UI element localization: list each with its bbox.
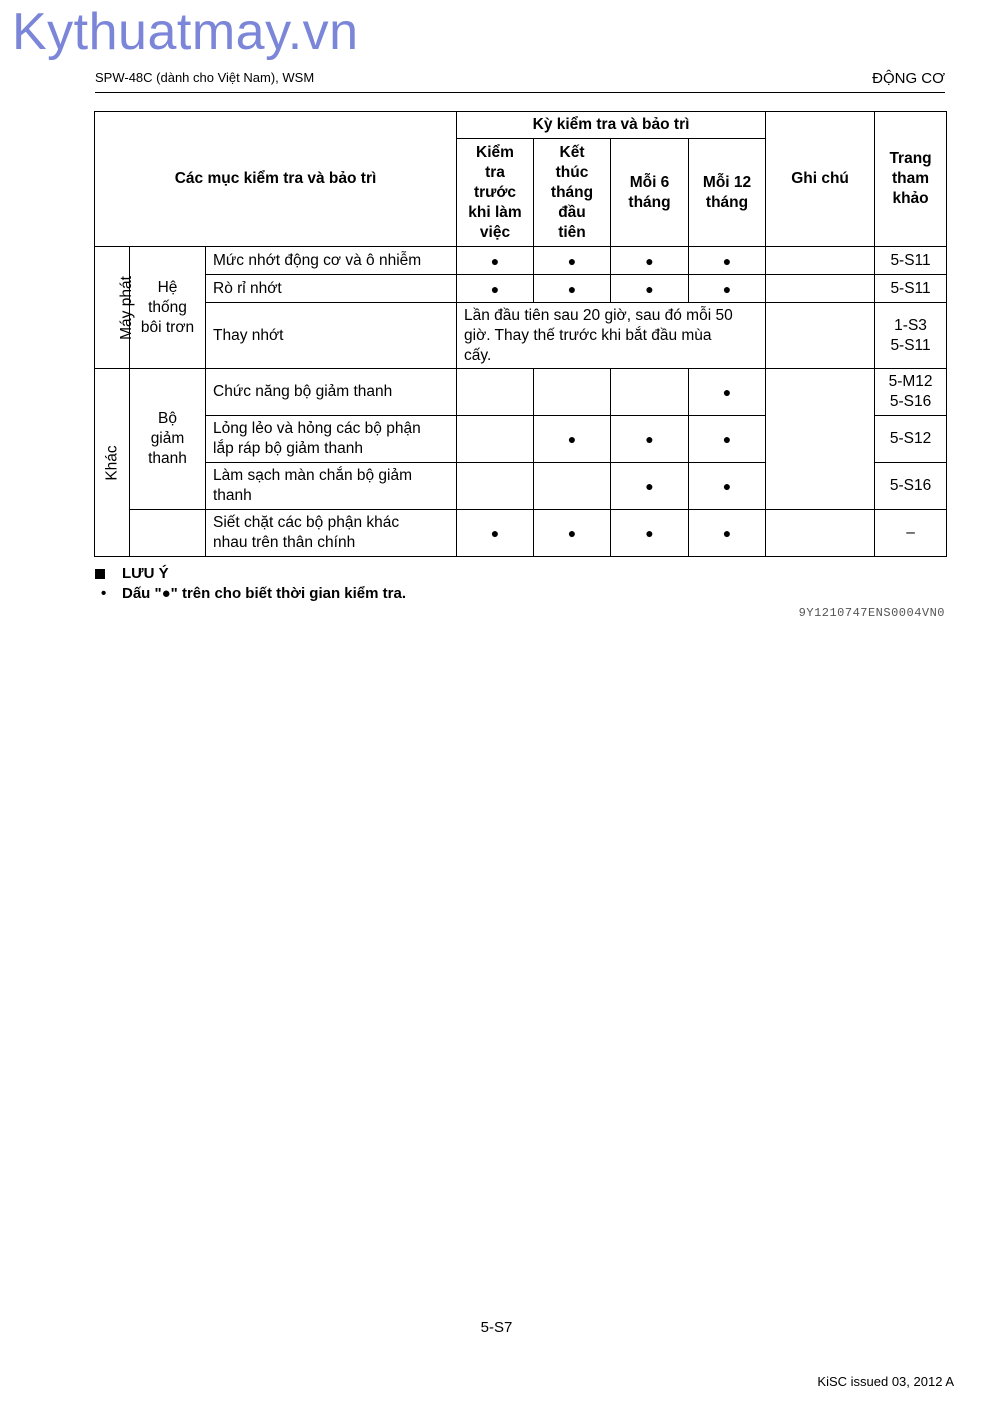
period-text-cell: Lần đầu tiên sau 20 giờ, sau đó mỗi 50 giờ. Thay thế trước khi bắt đầu mùa cấy. bbox=[457, 303, 766, 369]
group-engine: Máy phát bbox=[95, 247, 130, 369]
footer-issue: KiSC issued 03, 2012 A bbox=[817, 1374, 954, 1389]
check-mark: ● bbox=[689, 369, 766, 416]
reference-cell: 5-S16 bbox=[875, 463, 947, 510]
maintenance-table bbox=[94, 111, 947, 557]
table-row bbox=[95, 510, 947, 557]
item-cell: Thay nhớt bbox=[206, 303, 457, 369]
check-mark: ● bbox=[534, 416, 611, 463]
check-mark: ● bbox=[457, 247, 534, 275]
check-mark: ● bbox=[689, 510, 766, 557]
header-items: Các mục kiểm tra và bảo trì bbox=[95, 112, 457, 247]
group-other: Khác bbox=[95, 369, 130, 557]
check-mark: ● bbox=[457, 510, 534, 557]
empty-cell bbox=[611, 369, 689, 416]
item-cell: Làm sạch màn chắn bộ giảm thanh bbox=[206, 463, 457, 510]
reference-cell: – bbox=[875, 510, 947, 557]
subgroup-lubrication: Hệ thống bôi trơn bbox=[130, 247, 206, 369]
header-every-12-months: Mỗi 12 tháng bbox=[689, 139, 766, 247]
note-cell bbox=[766, 510, 875, 557]
empty-subgroup-cell bbox=[130, 510, 206, 557]
item-cell: Siết chặt các bộ phận khác nhau trên thân chính bbox=[206, 510, 457, 557]
check-mark: ● bbox=[611, 463, 689, 510]
check-mark: ● bbox=[689, 275, 766, 303]
table-row bbox=[95, 303, 947, 369]
page-number: 5-S7 bbox=[480, 1319, 513, 1336]
empty-cell bbox=[457, 463, 534, 510]
header-period: Kỳ kiểm tra và bảo trì bbox=[457, 112, 766, 139]
item-cell: Mức nhớt động cơ và ô nhiễm bbox=[206, 247, 457, 275]
table-row bbox=[95, 247, 947, 275]
reference-cell: 5-S11 bbox=[875, 247, 947, 275]
check-mark: ● bbox=[611, 247, 689, 275]
check-mark: ● bbox=[689, 247, 766, 275]
check-mark: ● bbox=[611, 275, 689, 303]
note-cell bbox=[766, 303, 875, 369]
header-before-work: Kiểm tra trước khi làm việc bbox=[457, 139, 534, 247]
check-mark: ● bbox=[689, 463, 766, 510]
header-doc-title: SPW-48C (dành cho Việt Nam), WSM bbox=[95, 70, 315, 85]
empty-cell bbox=[534, 463, 611, 510]
reference-cell: 1-S3 5-S11 bbox=[875, 303, 947, 369]
watermark-logo: Kythuatmay.vn bbox=[12, 3, 359, 61]
header-every-6-months: Mỗi 6 tháng bbox=[611, 139, 689, 247]
document-code: 9Y1210747ENS0004VN0 bbox=[798, 606, 945, 620]
subgroup-muffler: Bộ giảm thanh bbox=[130, 369, 206, 510]
check-mark: ● bbox=[611, 416, 689, 463]
header-end-first-month: Kết thúc tháng đầu tiên bbox=[534, 139, 611, 247]
bullet-icon: • bbox=[101, 585, 107, 602]
item-cell: Lỏng lẻo và hỏng các bộ phận lắp ráp bộ giảm thanh bbox=[206, 416, 457, 463]
check-mark: ● bbox=[689, 416, 766, 463]
item-cell: Chức năng bộ giảm thanh bbox=[206, 369, 457, 416]
table-row bbox=[95, 369, 947, 416]
header-section-title: ĐỘNG CƠ bbox=[872, 70, 945, 87]
check-mark: ● bbox=[534, 510, 611, 557]
note-text: Dấu "●" trên cho biết thời gian kiểm tra. bbox=[122, 585, 406, 602]
note-cell bbox=[766, 247, 875, 275]
table-row bbox=[95, 275, 947, 303]
reference-cell: 5-S12 bbox=[875, 416, 947, 463]
empty-cell bbox=[457, 369, 534, 416]
check-mark: ● bbox=[534, 275, 611, 303]
header-reference: Trang tham khảo bbox=[875, 112, 947, 247]
note-cell bbox=[766, 275, 875, 303]
item-cell: Rò rỉ nhớt bbox=[206, 275, 457, 303]
header-divider bbox=[95, 92, 945, 93]
header-note: Ghi chú bbox=[766, 112, 875, 247]
note-title: LƯU Ý bbox=[122, 565, 169, 582]
note-cell bbox=[766, 369, 875, 510]
check-mark: ● bbox=[457, 275, 534, 303]
reference-cell: 5-M12 5-S16 bbox=[875, 369, 947, 416]
check-mark: ● bbox=[611, 510, 689, 557]
reference-cell: 5-S11 bbox=[875, 275, 947, 303]
check-mark: ● bbox=[534, 247, 611, 275]
note-square-icon bbox=[95, 569, 105, 579]
empty-cell bbox=[457, 416, 534, 463]
empty-cell bbox=[534, 369, 611, 416]
